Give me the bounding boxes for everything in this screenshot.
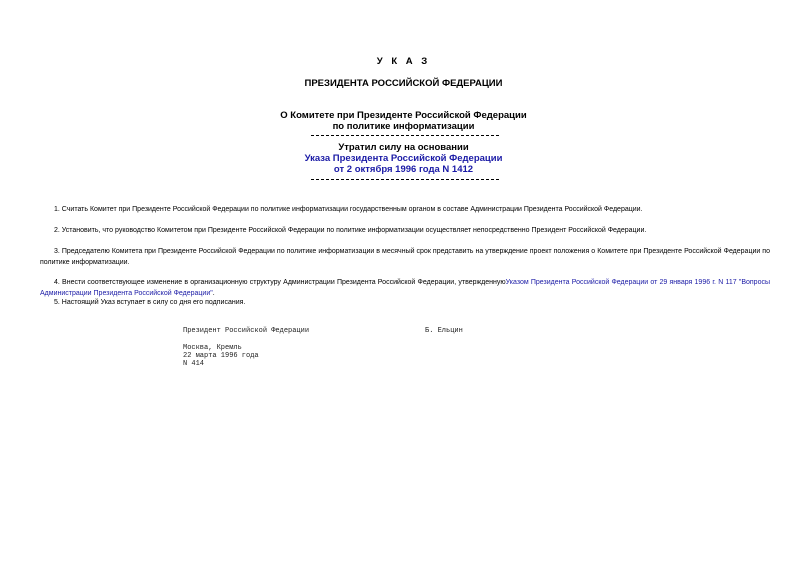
paragraph-4: 4. Внести соответствующее изменение в организационную структуру Администрации Президента Российской Федерации, утвержденнуюУказом Президента Российской Федерации от 29 января 1996 г. N 117 "Вопросы Администрации Президента Российской Федерации". <box>40 279 770 297</box>
signature-place: Москва, Кремль <box>183 344 242 352</box>
signature-number: N 414 <box>183 360 205 368</box>
decree-title: У К А З <box>376 56 431 67</box>
decree-subject-line2: по политике информатизации <box>332 121 475 132</box>
signature-date: 22 марта 1996 года <box>183 352 259 360</box>
paragraph-1: 1. Считать Комитет при Президенте Российской Федерации по политике информатизации государственным органом в составе Администрации Президента Российской Федерации. <box>54 206 643 213</box>
repeal-link[interactable] <box>0 153 807 164</box>
decree-issuer: ПРЕЗИДЕНТА РОССИЙСКОЙ ФЕДЕРАЦИИ <box>304 78 503 89</box>
separator-bottom <box>311 179 499 180</box>
paragraph-2: 2. Установить, что руководство Комитетом при Президенте Российской Федерации по политике информатизации осуществляет непосредственно Президент Российской Федерации. <box>54 227 647 234</box>
repeal-link-line1[interactable]: Указа Президента Российской Федерации <box>304 153 503 164</box>
structure-decree-link[interactable]: Указом Президента Российской Федерации от 29 января 1996 г. N 117 "Вопросы Администрации Президента Российской Федерации" <box>40 279 770 297</box>
repeal-link-date[interactable] <box>0 164 807 175</box>
status-lost-force: Утратил силу на основании <box>338 142 469 153</box>
decree-subject-line1: О Комитете при Президенте Российской Федерации <box>280 110 527 121</box>
signature-position: Президент Российской Федерации <box>183 327 310 335</box>
separator-top <box>311 135 499 136</box>
signature-name: Б. Ельцин <box>425 327 463 335</box>
paragraph-3: 3. Председателю Комитета при Президенте Российской Федерации по политике информатизации в месячный срок представить на утверждение проект положения о Комитете при Президенте Российской Федерации по политике информатизации. <box>40 248 770 266</box>
paragraph-5: 5. Настоящий Указ вступает в силу со дня его подписания. <box>54 299 246 306</box>
repeal-link-line2[interactable]: от 2 октября 1996 года N 1412 <box>333 164 474 175</box>
